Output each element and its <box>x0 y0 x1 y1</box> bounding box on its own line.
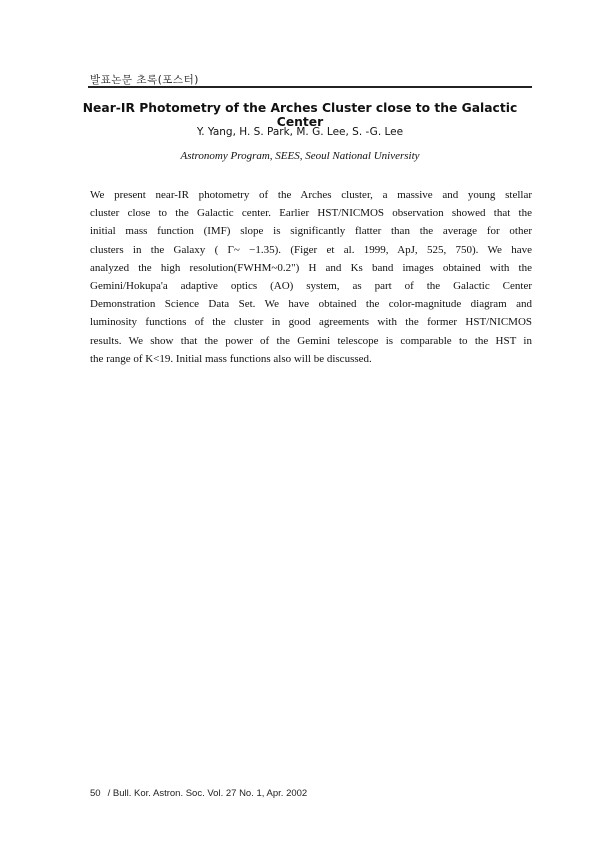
paper-affiliation: Astronomy Program, SEES, Seoul National University <box>180 150 420 162</box>
abstract-line: cluster close to the Galactic center. Earlier HST/NICMOS observation showed that the <box>90 207 532 220</box>
abstract-line: Gemini/Hokupa'a adaptive optics (AO) system, as part of the Galactic Center <box>90 279 532 292</box>
abstract <box>90 186 532 368</box>
abstract-line: analyzed the high resolution(FWHM~0.2") H and Ks band images obtained with the <box>90 261 532 274</box>
page-footer <box>90 788 307 799</box>
paper-authors: Y. Yang, H. S. Park, M. G. Lee, S. -G. Lee <box>196 126 404 138</box>
abstract-line: We present near-IR photometry of the Arches cluster, a massive and young stellar <box>90 189 532 201</box>
section-label: 발표논문 초록(포스터) <box>90 74 199 86</box>
header-rule <box>88 86 532 88</box>
abstract-line: the range of K<19. Initial mass functions also will be discussed. <box>90 352 372 365</box>
paper-title: Near-IR Photometry of the Arches Cluster close to the Galactic Center <box>82 101 518 129</box>
journal-citation: / Bull. Kor. Astron. Soc. Vol. 27 No. 1, Apr. 2002 <box>107 788 308 799</box>
abstract-line: Demonstration Science Data Set. We have obtained the color-magnitude diagram and <box>90 298 532 311</box>
abstract-line: clusters in the Galaxy ( Γ~ −1.35). (Figer et al. 1999, ApJ, 525, 750). We have <box>90 243 532 256</box>
abstract-line: luminosity functions of the cluster in good agreements with the former HST/NICMOS <box>90 316 532 329</box>
abstract-line: results. We show that the power of the Gemini telescope is comparable to the HST in <box>90 334 532 347</box>
abstract-line: initial mass function (IMF) slope is significantly flatter than the average for other <box>90 225 532 238</box>
page-number: 50 <box>90 788 101 799</box>
